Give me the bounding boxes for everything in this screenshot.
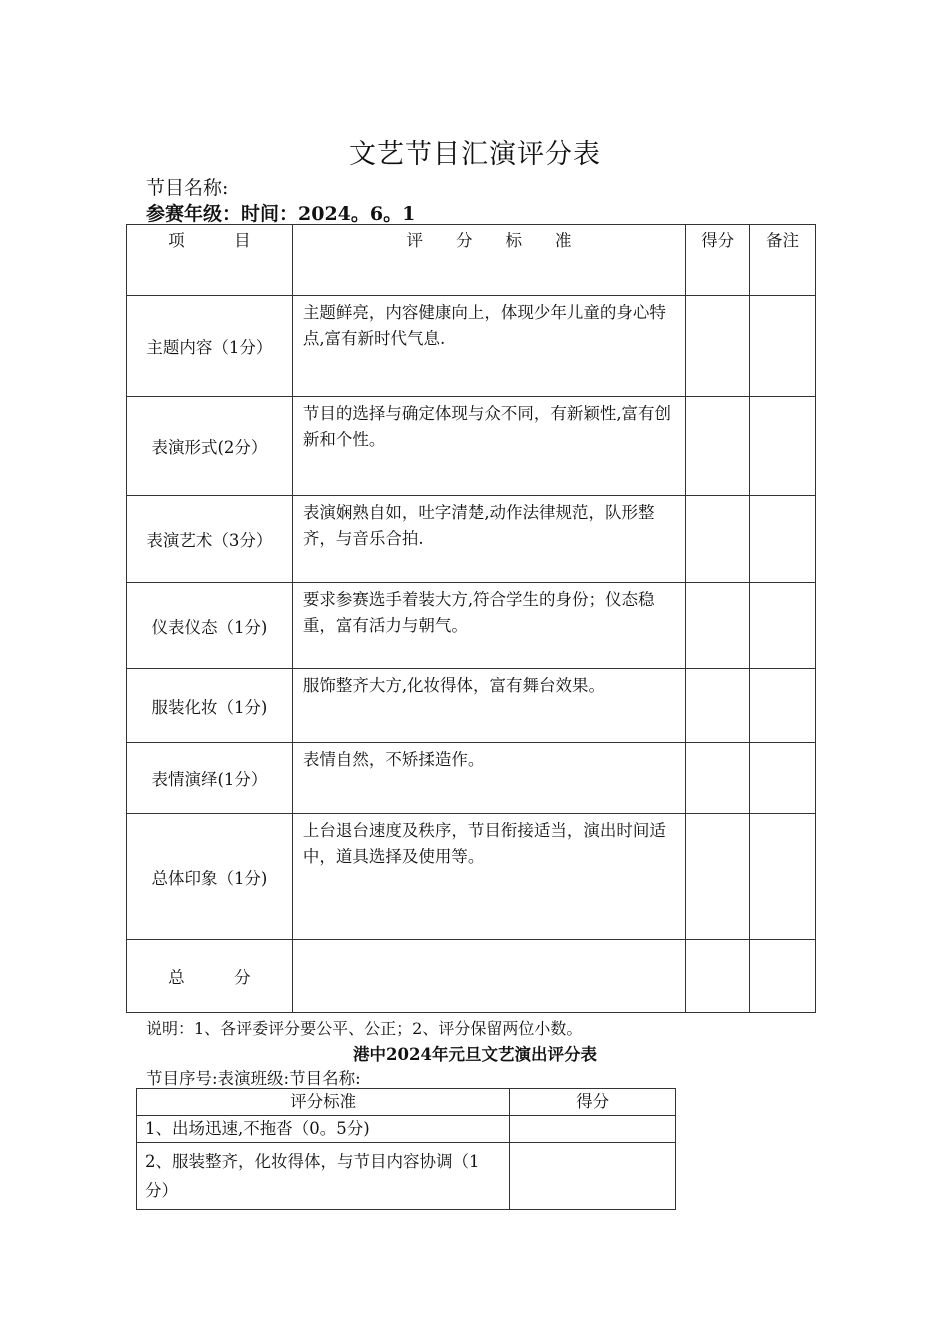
row-item: 仪表仪态（1分) [127, 583, 293, 669]
second-header-score: 得分 [510, 1089, 676, 1116]
remark-cell[interactable] [750, 814, 816, 940]
row-criteria: 主题鲜亮，内容健康向上，体现少年儿童的身心特点,富有新时代气息. [292, 296, 685, 397]
header-criteria: 评 分 标 准 [292, 225, 685, 296]
row-criteria: 表演娴熟自如，吐字清楚,动作法律规范，队形整齐，与音乐合拍. [292, 496, 685, 583]
total-remark-cell[interactable] [750, 940, 816, 1013]
header-score: 得分 [686, 225, 750, 296]
table-row [137, 1143, 676, 1210]
row-criteria: 服饰整齐大方,化妆得体，富有舞台效果。 [292, 669, 685, 743]
second-info-line: 节目序号:表演班级:节目名称: [146, 1069, 361, 1088]
row-item: 总体印象（1分) [127, 814, 293, 940]
row-item: 主题内容（1分） [127, 296, 293, 397]
row-criteria: 要求参赛选手着装大方,符合学生的身份；仪态稳重，富有活力与朝气。 [292, 583, 685, 669]
remark-cell[interactable] [750, 397, 816, 496]
total-label: 总 分 [127, 940, 293, 1013]
remark-cell[interactable] [750, 743, 816, 814]
score-cell[interactable] [686, 397, 750, 496]
score-cell[interactable] [686, 669, 750, 743]
header-row [127, 225, 816, 296]
row-item: 表演形式(2分） [127, 397, 293, 496]
remark-cell[interactable] [750, 296, 816, 397]
header-remark: 备注 [750, 225, 816, 296]
table-row [127, 496, 816, 583]
remark-cell[interactable] [750, 669, 816, 743]
row-item: 服装化妆（1分) [127, 669, 293, 743]
second-row-criteria: 2、服装整齐，化妆得体，与节目内容协调（1分） [137, 1143, 510, 1210]
second-score-cell[interactable] [510, 1116, 676, 1143]
second-header-row [137, 1089, 676, 1116]
row-item: 表情演绎(1分） [127, 743, 293, 814]
second-score-cell[interactable] [510, 1143, 676, 1210]
remark-cell[interactable] [750, 583, 816, 669]
table-row [127, 814, 816, 940]
score-cell[interactable] [686, 583, 750, 669]
table-row [137, 1116, 676, 1143]
total-score-cell[interactable] [686, 940, 750, 1013]
table-row [127, 397, 816, 496]
row-item: 表演艺术（3分） [127, 496, 293, 583]
second-header-criteria: 评分标准 [137, 1089, 510, 1116]
total-row [127, 940, 816, 1013]
grade-time-line: 参赛年级：时间：2024。6。1 [146, 203, 416, 225]
row-criteria: 表情自然，不矫揉造作。 [292, 743, 685, 814]
header-item: 项 目 [127, 225, 293, 296]
score-cell[interactable] [686, 496, 750, 583]
table-row [127, 296, 816, 397]
score-cell[interactable] [686, 296, 750, 397]
second-row-criteria: 1、出场迅速,不拖沓（0。5分) [137, 1116, 510, 1143]
total-criteria-cell [292, 940, 685, 1013]
row-criteria: 节目的选择与确定体现与众不同，有新颖性,富有创新和个性。 [292, 397, 685, 496]
row-criteria: 上台退台速度及秩序，节目衔接适当，演出时间适中，道具选择及使用等。 [292, 814, 685, 940]
score-cell[interactable] [686, 814, 750, 940]
second-scoring-table [136, 1088, 676, 1210]
note-text: 说明：1、各评委评分要公平、公正；2、评分保留两位小数。 [146, 1019, 583, 1038]
second-title: 港中2024年元旦文艺演出评分表 [353, 1045, 597, 1064]
program-name-label: 节目名称: [146, 177, 229, 199]
table-row [127, 583, 816, 669]
table-row [127, 669, 816, 743]
page-title: 文艺节目汇演评分表 [349, 139, 601, 170]
table-row [127, 743, 816, 814]
score-cell[interactable] [686, 743, 750, 814]
scoring-table [126, 224, 816, 1013]
remark-cell[interactable] [750, 496, 816, 583]
